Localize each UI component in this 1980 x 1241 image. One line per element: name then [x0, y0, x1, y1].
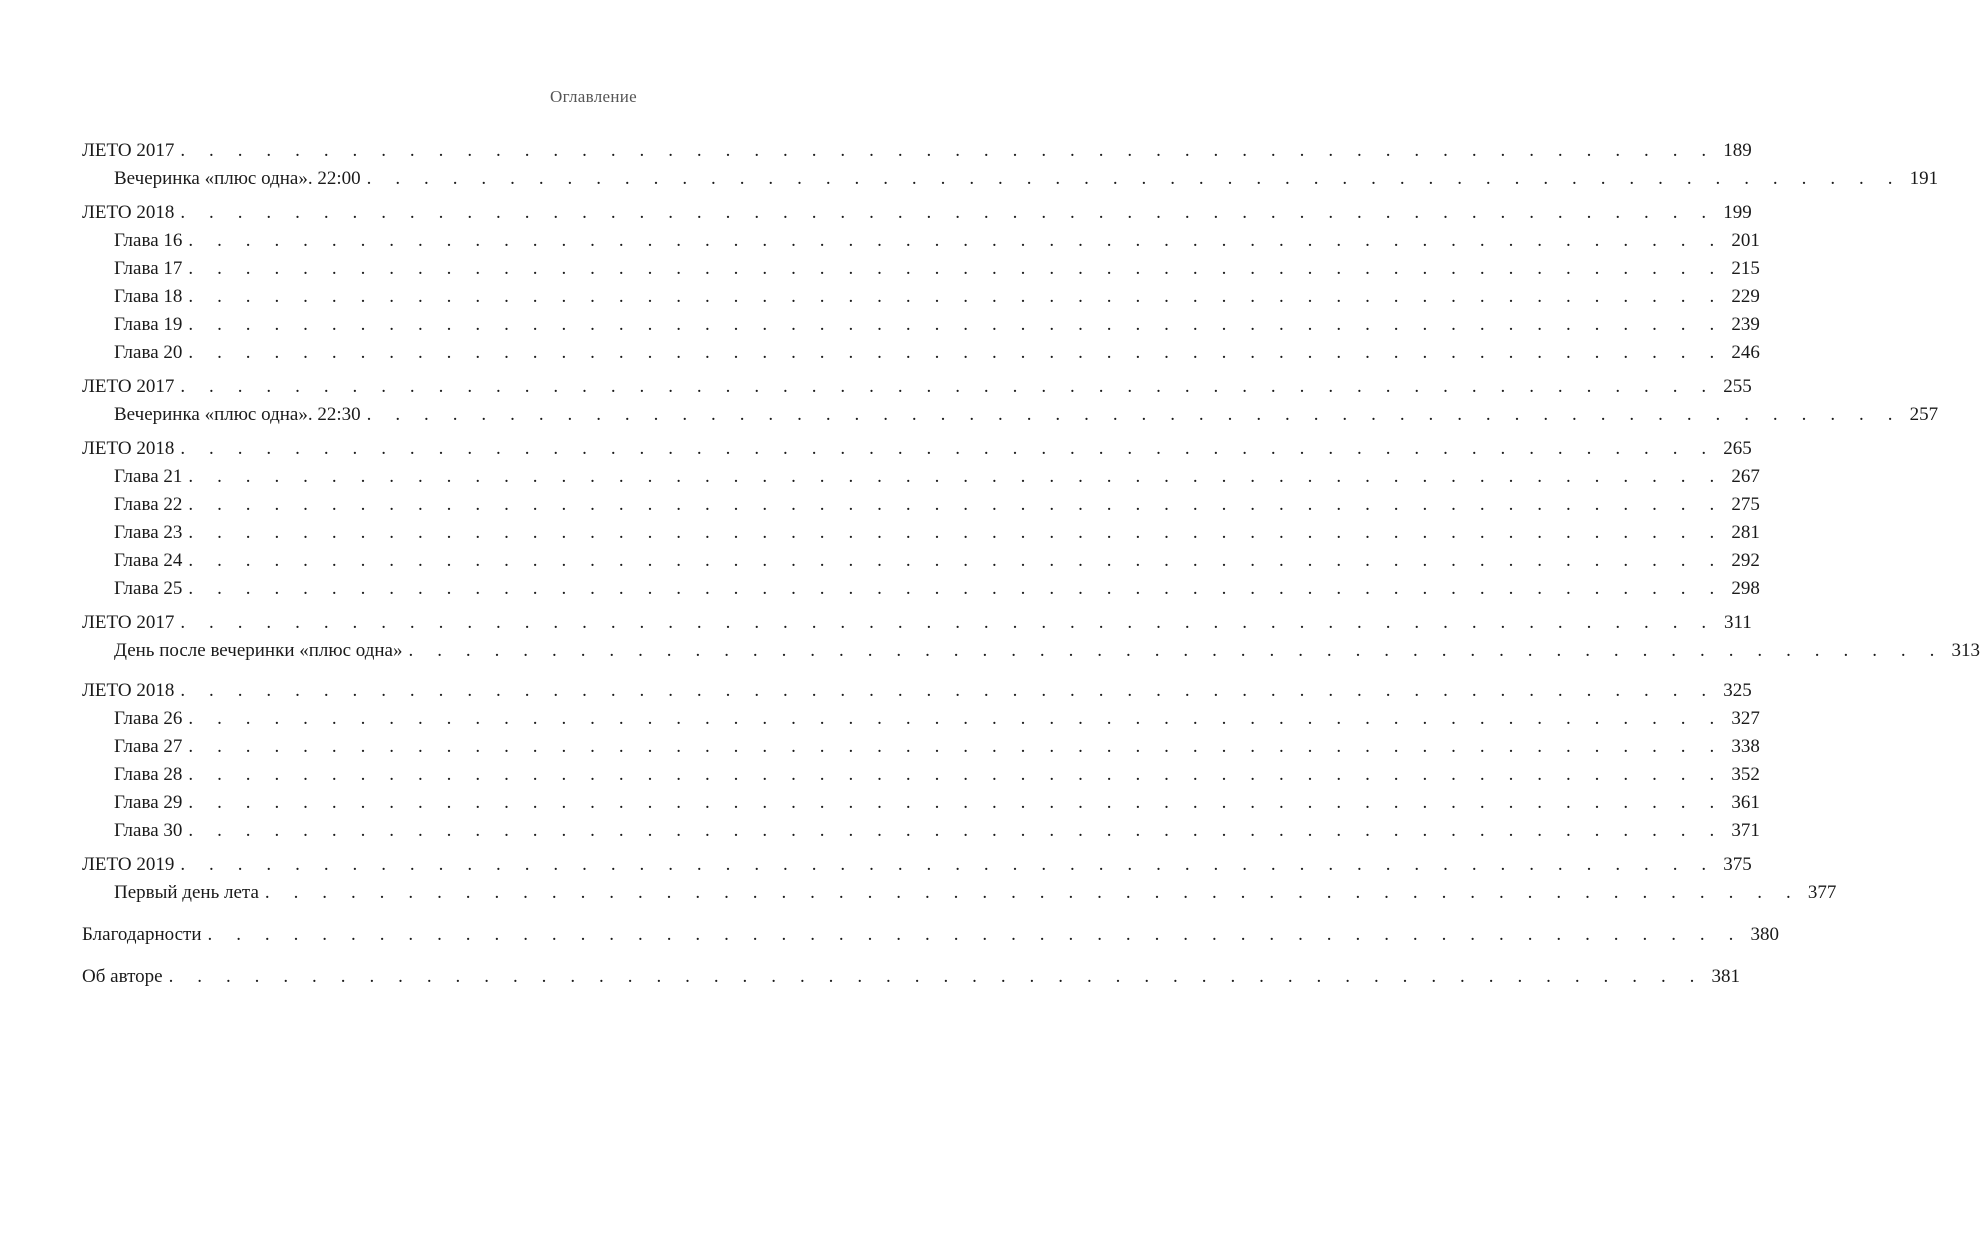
toc-leader-dots: . . . . . . . . . . . . . . . . . . . . . . . . . . . . . . . . . . . . . . . . . . . . . . . . . . . . . . — [180, 612, 1716, 633]
toc-entry-page: 201 — [1731, 230, 1760, 251]
toc-leader-dots: . . . . . . . . . . . . . . . . . . . . . . . . . . . . . . . . . . . . . . . . . . . . . . . . . . . . . . — [366, 168, 1903, 189]
toc-entry-page: 189 — [1723, 140, 1752, 161]
toc-leader-dots: . . . . . . . . . . . . . . . . . . . . . . . . . . . . . . . . . . . . . . . . . . . . . . . . . . . . . . — [188, 494, 1724, 515]
toc-entry[interactable] — [82, 705, 1760, 733]
toc-entry-title: Глава 29 — [114, 792, 183, 813]
toc-entry-page: 199 — [1723, 202, 1752, 223]
toc-entry-page: 298 — [1731, 578, 1760, 599]
toc-leader-dots: . . . . . . . . . . . . . . . . . . . . . . . . . . . . . . . . . . . . . . . . . . . . . . . . . . . . . . — [188, 258, 1724, 279]
toc-entry-title: ЛЕТО 2018 — [82, 202, 175, 223]
toc-entry-title: Глава 27 — [114, 736, 183, 757]
toc-entry[interactable] — [82, 851, 1752, 879]
toc-leader-dots: . . . . . . . . . . . . . . . . . . . . . . . . . . . . . . . . . . . . . . . . . . . . . . . . . . . . . . — [180, 680, 1716, 701]
toc-entry-title: ЛЕТО 2017 — [82, 612, 175, 633]
toc-entry-page: 380 — [1750, 924, 1779, 945]
toc-entry[interactable] — [82, 677, 1752, 705]
toc-entry[interactable] — [82, 879, 1837, 907]
toc-entry[interactable] — [82, 283, 1760, 311]
toc-entry-title: День после вечеринки «плюс одна» — [114, 640, 403, 661]
toc-entry-page: 381 — [1711, 966, 1741, 987]
toc-leader-dots: . . . . . . . . . . . . . . . . . . . . . . . . . . . . . . . . . . . . . . . . . . . . . . . . . . . . . . — [180, 854, 1716, 875]
toc-entry[interactable] — [82, 733, 1760, 761]
toc-entry[interactable] — [82, 255, 1760, 283]
toc-leader-dots: . . . . . . . . . . . . . . . . . . . . . . . . . . . . . . . . . . . . . . . . . . . . . . . . . . . . . . — [264, 882, 1801, 903]
toc-leader-dots: . . . . . . . . . . . . . . . . . . . . . . . . . . . . . . . . . . . . . . . . . . . . . . . . . . . . . . — [366, 404, 1903, 425]
toc-entry-title: Глава 17 — [114, 258, 183, 279]
toc-entry[interactable] — [82, 491, 1760, 519]
toc-leader-dots: . . . . . . . . . . . . . . . . . . . . . . . . . . . . . . . . . . . . . . . . . . . . . . . . . . . . . . — [188, 792, 1724, 813]
toc-entry[interactable] — [82, 463, 1760, 491]
toc-leader-dots: . . . . . . . . . . . . . . . . . . . . . . . . . . . . . . . . . . . . . . . . . . . . . . . . . . . . . . — [188, 342, 1724, 363]
toc-entry-page: 257 — [1909, 404, 1939, 425]
toc-entry[interactable] — [82, 199, 1752, 227]
toc-entry[interactable] — [82, 547, 1760, 575]
toc-leader-dots: . . . . . . . . . . . . . . . . . . . . . . . . . . . . . . . . . . . . . . . . . . . . . . . . . . . . . . — [188, 522, 1724, 543]
toc-leader-dots: . . . . . . . . . . . . . . . . . . . . . . . . . . . . . . . . . . . . . . . . . . . . . . . . . . . . . . — [188, 764, 1724, 785]
toc-entry-title: Глава 26 — [114, 708, 183, 729]
toc-leader-dots: . . . . . . . . . . . . . . . . . . . . . . . . . . . . . . . . . . . . . . . . . . . . . . . . . . . . . . — [188, 736, 1724, 757]
table-of-contents — [82, 137, 1980, 991]
toc-entry[interactable] — [82, 963, 1741, 991]
toc-entry[interactable] — [82, 761, 1760, 789]
toc-leader-dots: . . . . . . . . . . . . . . . . . . . . . . . . . . . . . . . . . . . . . . . . . . . . . . . . . . . . . . — [188, 286, 1724, 307]
page-header-title: Оглавление — [550, 87, 637, 106]
toc-leader-dots: . . . . . . . . . . . . . . . . . . . . . . . . . . . . . . . . . . . . . . . . . . . . . . . . . . . . . . — [188, 820, 1724, 841]
toc-entry-page: 265 — [1723, 438, 1752, 459]
toc-leader-dots: . . . . . . . . . . . . . . . . . . . . . . . . . . . . . . . . . . . . . . . . . . . . . . . . . . . . . . — [408, 640, 1944, 661]
toc-entry-page: 327 — [1731, 708, 1760, 729]
toc-entry[interactable] — [82, 165, 1939, 193]
toc-leader-dots: . . . . . . . . . . . . . . . . . . . . . . . . . . . . . . . . . . . . . . . . . . . . . . . . . . . . . . — [168, 966, 1705, 987]
toc-entry-page: 292 — [1731, 550, 1760, 571]
toc-entry-page: 311 — [1723, 612, 1752, 633]
toc-entry[interactable] — [82, 311, 1760, 339]
toc-leader-dots: . . . . . . . . . . . . . . . . . . . . . . . . . . . . . . . . . . . . . . . . . . . . . . . . . . . . . . — [188, 550, 1724, 571]
toc-entry-title: Первый день лета — [114, 882, 259, 903]
toc-entry[interactable] — [82, 609, 1752, 637]
toc-leader-dots: . . . . . . . . . . . . . . . . . . . . . . . . . . . . . . . . . . . . . . . . . . . . . . . . . . . . . . — [188, 314, 1724, 335]
toc-entry-page: 267 — [1731, 466, 1760, 487]
toc-entry[interactable] — [82, 373, 1752, 401]
toc-entry-page: 352 — [1731, 764, 1760, 785]
toc-leader-dots: . . . . . . . . . . . . . . . . . . . . . . . . . . . . . . . . . . . . . . . . . . . . . . . . . . . . . . — [180, 140, 1716, 161]
toc-entry-title: ЛЕТО 2017 — [82, 376, 175, 397]
toc-entry-page: 239 — [1731, 314, 1760, 335]
toc-entry[interactable] — [82, 227, 1760, 255]
toc-entry-title: Вечеринка «плюс одна». 22:00 — [114, 168, 361, 189]
toc-entry-title: Глава 22 — [114, 494, 183, 515]
toc-entry-page: 255 — [1723, 376, 1752, 397]
toc-leader-dots: . . . . . . . . . . . . . . . . . . . . . . . . . . . . . . . . . . . . . . . . . . . . . . . . . . . . . . — [207, 924, 1743, 945]
toc-leader-dots: . . . . . . . . . . . . . . . . . . . . . . . . . . . . . . . . . . . . . . . . . . . . . . . . . . . . . . — [180, 202, 1716, 223]
toc-entry[interactable] — [82, 435, 1752, 463]
toc-entry-title: Глава 25 — [114, 578, 183, 599]
toc-entry-title: ЛЕТО 2017 — [82, 140, 175, 161]
toc-entry-title: Глава 21 — [114, 466, 183, 487]
toc-entry-title: ЛЕТО 2018 — [82, 680, 175, 701]
toc-entry-title: Глава 24 — [114, 550, 183, 571]
toc-entry-page: 191 — [1909, 168, 1939, 189]
toc-entry[interactable] — [82, 789, 1760, 817]
toc-entry-page: 215 — [1731, 258, 1760, 279]
toc-entry-title: Глава 30 — [114, 820, 183, 841]
toc-entry-page: 338 — [1731, 736, 1760, 757]
toc-entry-page: 275 — [1731, 494, 1760, 515]
toc-entry-page: 361 — [1731, 792, 1760, 813]
toc-entry-page: 246 — [1731, 342, 1760, 363]
toc-entry-title: Глава 23 — [114, 522, 183, 543]
toc-entry-title: Благодарности — [82, 924, 202, 945]
toc-entry[interactable] — [82, 339, 1760, 367]
toc-entry-title: Вечеринка «плюс одна». 22:30 — [114, 404, 361, 425]
toc-entry-title: Глава 18 — [114, 286, 183, 307]
toc-entry-page: 229 — [1731, 286, 1760, 307]
toc-entry[interactable] — [82, 921, 1779, 949]
toc-leader-dots: . . . . . . . . . . . . . . . . . . . . . . . . . . . . . . . . . . . . . . . . . . . . . . . . . . . . . . — [188, 466, 1724, 487]
toc-entry-page: 281 — [1731, 522, 1760, 543]
toc-entry-page: 325 — [1723, 680, 1752, 701]
toc-entry[interactable] — [82, 817, 1760, 845]
toc-entry[interactable] — [82, 637, 1980, 665]
toc-entry-title: Глава 20 — [114, 342, 183, 363]
toc-entry-page: 313 — [1951, 640, 1980, 661]
toc-leader-dots: . . . . . . . . . . . . . . . . . . . . . . . . . . . . . . . . . . . . . . . . . . . . . . . . . . . . . . — [188, 708, 1724, 729]
toc-entry-title: Глава 19 — [114, 314, 183, 335]
toc-entry[interactable] — [82, 137, 1752, 165]
toc-entry-page: 371 — [1731, 820, 1760, 841]
toc-entry-page: 377 — [1807, 882, 1837, 903]
toc-entry-page: 375 — [1723, 854, 1752, 875]
toc-entry-title: Глава 16 — [114, 230, 183, 251]
toc-leader-dots: . . . . . . . . . . . . . . . . . . . . . . . . . . . . . . . . . . . . . . . . . . . . . . . . . . . . . . — [188, 578, 1724, 599]
toc-entry-title: ЛЕТО 2018 — [82, 438, 175, 459]
toc-entry-title: Глава 28 — [114, 764, 183, 785]
toc-leader-dots: . . . . . . . . . . . . . . . . . . . . . . . . . . . . . . . . . . . . . . . . . . . . . . . . . . . . . . — [180, 438, 1716, 459]
toc-entry[interactable] — [82, 575, 1760, 603]
toc-leader-dots: . . . . . . . . . . . . . . . . . . . . . . . . . . . . . . . . . . . . . . . . . . . . . . . . . . . . . . — [180, 376, 1716, 397]
toc-entry[interactable] — [82, 519, 1760, 547]
toc-entry[interactable] — [82, 401, 1939, 429]
toc-entry-title: Об авторе — [82, 966, 163, 987]
toc-entry-title: ЛЕТО 2019 — [82, 854, 175, 875]
toc-leader-dots: . . . . . . . . . . . . . . . . . . . . . . . . . . . . . . . . . . . . . . . . . . . . . . . . . . . . . . — [188, 230, 1724, 251]
